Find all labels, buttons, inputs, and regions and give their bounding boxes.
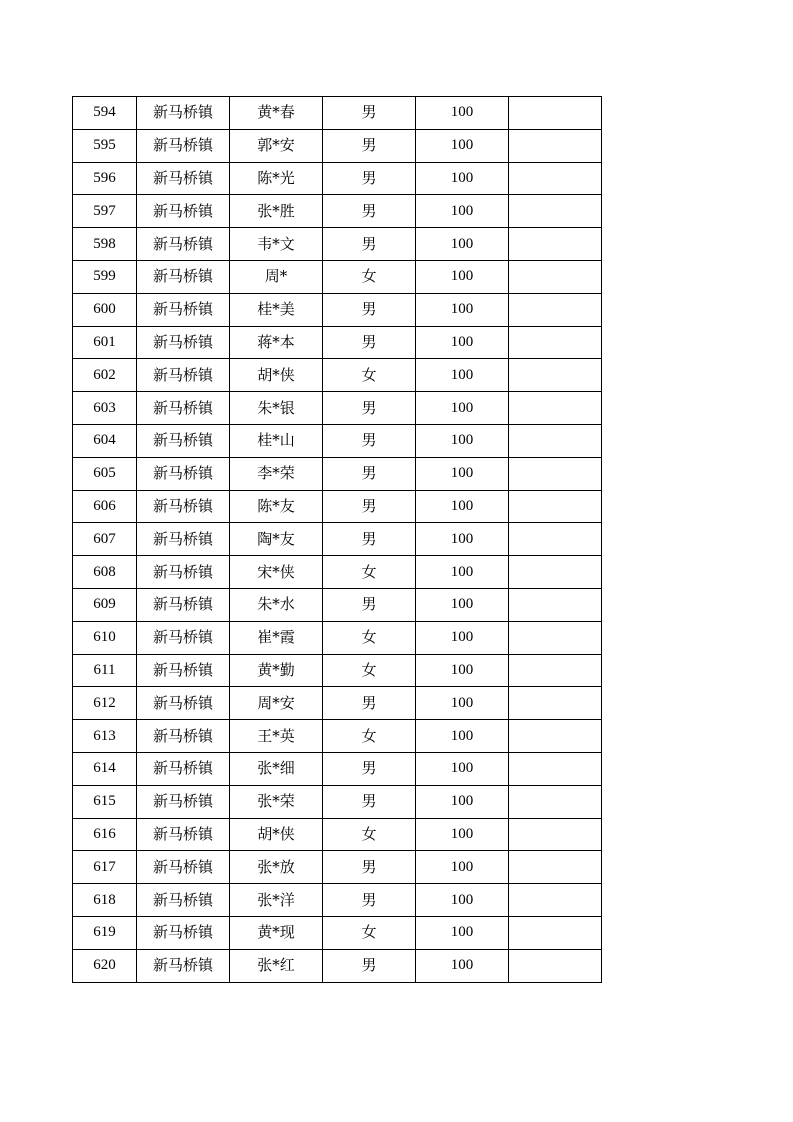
cell-town: 新马桥镇 [137,195,230,228]
cell-name: 周* [230,260,323,293]
roster-table [72,96,602,983]
cell-gender: 男 [323,523,416,556]
cell-note [509,949,602,982]
cell-note [509,818,602,851]
table-row [73,851,602,884]
cell-number: 594 [73,97,137,130]
cell-amount: 100 [416,523,509,556]
cell-town: 新马桥镇 [137,720,230,753]
cell-town: 新马桥镇 [137,752,230,785]
table-row [73,129,602,162]
cell-name: 蒋*本 [230,326,323,359]
table-row [73,457,602,490]
cell-name: 桂*美 [230,293,323,326]
cell-name: 张*荣 [230,785,323,818]
cell-number: 618 [73,884,137,917]
cell-number: 614 [73,752,137,785]
cell-number: 600 [73,293,137,326]
table-row [73,523,602,556]
cell-town: 新马桥镇 [137,785,230,818]
cell-gender: 男 [323,851,416,884]
cell-note [509,392,602,425]
cell-town: 新马桥镇 [137,457,230,490]
cell-amount: 100 [416,884,509,917]
cell-town: 新马桥镇 [137,162,230,195]
cell-note [509,490,602,523]
cell-note [509,523,602,556]
cell-name: 黄*现 [230,916,323,949]
cell-number: 607 [73,523,137,556]
cell-amount: 100 [416,97,509,130]
cell-gender: 男 [323,392,416,425]
cell-amount: 100 [416,424,509,457]
roster-table-body [73,97,602,983]
cell-number: 595 [73,129,137,162]
cell-amount: 100 [416,916,509,949]
table-row [73,785,602,818]
cell-gender: 女 [323,916,416,949]
cell-number: 597 [73,195,137,228]
cell-number: 617 [73,851,137,884]
cell-gender: 男 [323,162,416,195]
table-row [73,97,602,130]
table-row [73,720,602,753]
table-row [73,588,602,621]
cell-number: 608 [73,556,137,589]
cell-town: 新马桥镇 [137,97,230,130]
cell-number: 611 [73,654,137,687]
cell-town: 新马桥镇 [137,359,230,392]
cell-number: 612 [73,687,137,720]
cell-town: 新马桥镇 [137,654,230,687]
cell-amount: 100 [416,392,509,425]
cell-amount: 100 [416,195,509,228]
cell-gender: 女 [323,621,416,654]
cell-town: 新马桥镇 [137,884,230,917]
cell-note [509,359,602,392]
table-row [73,687,602,720]
cell-note [509,720,602,753]
table-row [73,752,602,785]
cell-name: 朱*银 [230,392,323,425]
cell-name: 张*放 [230,851,323,884]
cell-town: 新马桥镇 [137,490,230,523]
cell-amount: 100 [416,556,509,589]
cell-name: 陈*光 [230,162,323,195]
cell-amount: 100 [416,490,509,523]
cell-number: 602 [73,359,137,392]
cell-number: 606 [73,490,137,523]
cell-note [509,424,602,457]
cell-amount: 100 [416,588,509,621]
cell-amount: 100 [416,162,509,195]
cell-gender: 男 [323,424,416,457]
cell-amount: 100 [416,949,509,982]
cell-amount: 100 [416,129,509,162]
cell-gender: 男 [323,752,416,785]
cell-amount: 100 [416,851,509,884]
cell-name: 张*细 [230,752,323,785]
cell-note [509,851,602,884]
cell-gender: 女 [323,720,416,753]
table-row [73,293,602,326]
cell-name: 张*胜 [230,195,323,228]
cell-note [509,785,602,818]
cell-town: 新马桥镇 [137,916,230,949]
cell-note [509,556,602,589]
cell-note [509,228,602,261]
cell-note [509,457,602,490]
cell-number: 601 [73,326,137,359]
cell-gender: 男 [323,949,416,982]
cell-town: 新马桥镇 [137,818,230,851]
cell-amount: 100 [416,260,509,293]
cell-note [509,884,602,917]
cell-name: 王*英 [230,720,323,753]
cell-gender: 男 [323,326,416,359]
cell-gender: 男 [323,687,416,720]
cell-number: 605 [73,457,137,490]
cell-number: 613 [73,720,137,753]
cell-town: 新马桥镇 [137,851,230,884]
cell-gender: 女 [323,818,416,851]
cell-town: 新马桥镇 [137,424,230,457]
cell-name: 韦*文 [230,228,323,261]
table-row [73,818,602,851]
cell-town: 新马桥镇 [137,293,230,326]
cell-name: 郭*安 [230,129,323,162]
cell-number: 620 [73,949,137,982]
cell-name: 李*荣 [230,457,323,490]
cell-amount: 100 [416,228,509,261]
cell-number: 619 [73,916,137,949]
cell-gender: 男 [323,457,416,490]
cell-town: 新马桥镇 [137,556,230,589]
table-row [73,195,602,228]
cell-town: 新马桥镇 [137,392,230,425]
table-row [73,556,602,589]
cell-gender: 男 [323,588,416,621]
cell-name: 宋*侠 [230,556,323,589]
cell-note [509,752,602,785]
cell-note [509,162,602,195]
cell-gender: 男 [323,884,416,917]
cell-amount: 100 [416,326,509,359]
cell-note [509,654,602,687]
table-row [73,884,602,917]
cell-number: 615 [73,785,137,818]
cell-gender: 男 [323,97,416,130]
cell-number: 604 [73,424,137,457]
cell-gender: 男 [323,490,416,523]
cell-town: 新马桥镇 [137,129,230,162]
cell-amount: 100 [416,687,509,720]
cell-gender: 男 [323,129,416,162]
cell-number: 598 [73,228,137,261]
table-row [73,949,602,982]
cell-amount: 100 [416,752,509,785]
cell-gender: 女 [323,359,416,392]
cell-town: 新马桥镇 [137,228,230,261]
cell-town: 新马桥镇 [137,326,230,359]
cell-amount: 100 [416,359,509,392]
cell-note [509,916,602,949]
cell-amount: 100 [416,720,509,753]
cell-name: 周*安 [230,687,323,720]
cell-amount: 100 [416,785,509,818]
cell-amount: 100 [416,654,509,687]
cell-name: 张*洋 [230,884,323,917]
cell-note [509,97,602,130]
table-row [73,392,602,425]
table-row [73,916,602,949]
cell-gender: 男 [323,195,416,228]
cell-name: 黄*春 [230,97,323,130]
table-row [73,260,602,293]
table-row [73,326,602,359]
cell-town: 新马桥镇 [137,523,230,556]
cell-town: 新马桥镇 [137,687,230,720]
cell-name: 黄*勤 [230,654,323,687]
cell-number: 616 [73,818,137,851]
cell-gender: 女 [323,556,416,589]
cell-amount: 100 [416,621,509,654]
table-row [73,359,602,392]
cell-number: 596 [73,162,137,195]
table-row [73,490,602,523]
cell-amount: 100 [416,293,509,326]
cell-note [509,195,602,228]
cell-note [509,326,602,359]
cell-note [509,293,602,326]
cell-note [509,260,602,293]
cell-number: 609 [73,588,137,621]
cell-town: 新马桥镇 [137,588,230,621]
cell-name: 张*红 [230,949,323,982]
table-row [73,424,602,457]
table-row [73,228,602,261]
table-row [73,621,602,654]
cell-name: 陈*友 [230,490,323,523]
cell-number: 610 [73,621,137,654]
cell-name: 胡*侠 [230,818,323,851]
cell-gender: 女 [323,260,416,293]
cell-number: 599 [73,260,137,293]
cell-name: 陶*友 [230,523,323,556]
table-row [73,654,602,687]
cell-note [509,621,602,654]
cell-note [509,687,602,720]
cell-name: 桂*山 [230,424,323,457]
cell-gender: 女 [323,654,416,687]
cell-amount: 100 [416,457,509,490]
cell-number: 603 [73,392,137,425]
cell-name: 崔*霞 [230,621,323,654]
cell-town: 新马桥镇 [137,949,230,982]
cell-name: 胡*侠 [230,359,323,392]
table-row [73,162,602,195]
cell-gender: 男 [323,785,416,818]
cell-town: 新马桥镇 [137,621,230,654]
cell-town: 新马桥镇 [137,260,230,293]
cell-name: 朱*水 [230,588,323,621]
cell-note [509,129,602,162]
cell-note [509,588,602,621]
cell-amount: 100 [416,818,509,851]
cell-gender: 男 [323,228,416,261]
cell-gender: 男 [323,293,416,326]
